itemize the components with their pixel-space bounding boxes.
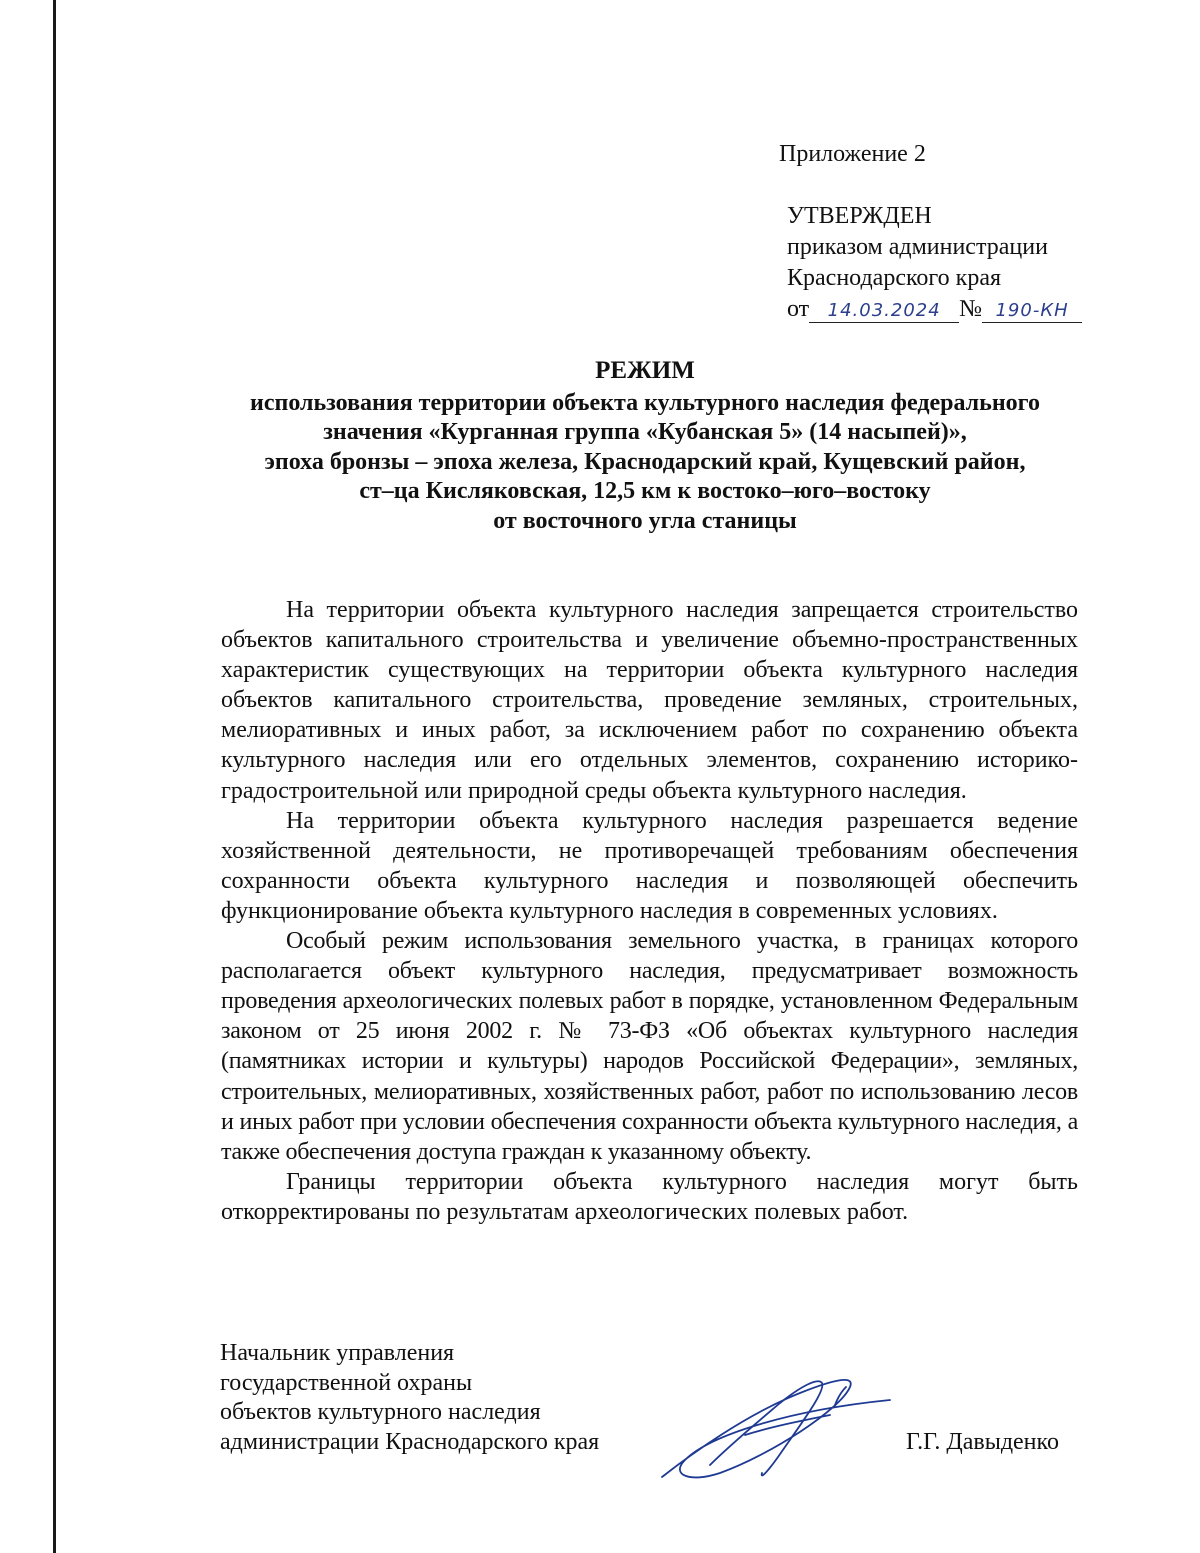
handwritten-signature (650, 1365, 910, 1485)
title-line: значения «Курганная группа «Кубанская 5» (14 насыпей)», (323, 419, 967, 445)
approval-status: УТВЕРЖДЕН (787, 203, 932, 229)
signatory-name: Г.Г. Давыденко (906, 1429, 1059, 1455)
body-paragraph: На территории объекта культурного наследия запрещается строительство объектов капитального строительства и увеличение объемно-пространственных характеристик существующих на территории объекта культурного наследия объектов капитального строительства, проведение земляных, строительных, мелиоративных и иных работ, за исключением работ по сохранению объекта культурного наследия или его отдельных элементов, сохранению историко-градостроительной или природной среды объекта культурного наследия. (221, 597, 1078, 804)
signatory-position (220, 1339, 599, 1457)
title-line: от восточного угла станицы (493, 507, 797, 534)
position-line: администрации Краснодарского края (220, 1428, 600, 1455)
date-prefix: от (787, 296, 810, 322)
document-title (150, 356, 1140, 536)
approval-date-number-line (787, 294, 1082, 325)
position-line: Начальник управления (220, 1340, 455, 1366)
number-prefix: № (959, 296, 983, 322)
handwritten-date: 14.03.2024 (809, 300, 959, 323)
appendix-label: Приложение 2 (779, 141, 926, 167)
title-heading: РЕЖИМ (595, 357, 695, 384)
handwritten-order-number: 190-КН (982, 300, 1082, 323)
document-body (221, 595, 1078, 1227)
body-paragraph: На территории объекта культурного наследия разрешается ведение хозяйственной деятельности, не противоречащей требованиям обеспечения сохранности объекта культурного наследия и позволяющей обеспечить функционирование объекта культурного наследия в современных условиях. (221, 807, 1078, 924)
approval-block (787, 201, 1082, 325)
body-paragraph: Границы территории объекта культурного наследия могут быть откорректированы по результатам археологических полевых работ. (221, 1168, 1078, 1225)
position-line: государственной охраны (220, 1369, 473, 1396)
title-line: эпоха бронзы – эпоха железа, Краснодарский край, Кущевский район, (264, 448, 1026, 475)
approval-authority-line: Краснодарского края (787, 265, 1002, 291)
title-line: использования территории объекта культурного наследия федерального (250, 389, 1040, 416)
approval-order-line: приказом администрации (787, 234, 1048, 260)
position-line: объектов культурного наследия (220, 1399, 541, 1425)
title-line: ст–ца Кисляковская, 12,5 км к востоко–юго–востоку (359, 478, 931, 504)
page-left-edge (53, 0, 56, 1553)
body-paragraph: Особый режим использования земельного участка, в границах которого располагается объект культурного наследия, предусматривает возможность проведения археологических полевых работ в порядке, установленном Федеральным законом от 25 июня 2002 г. № 73-ФЗ «Об объектах культурного наследия (памятниках истории и культуры) народов Российской Федерации», земляных, строительных, мелиоративных, хозяйственных работ, работ по использованию лесов и иных работ при условии обеспечения сохранности объекта культурного наследия, а также обеспечения доступа граждан к указанному объекту. (221, 928, 1078, 1165)
